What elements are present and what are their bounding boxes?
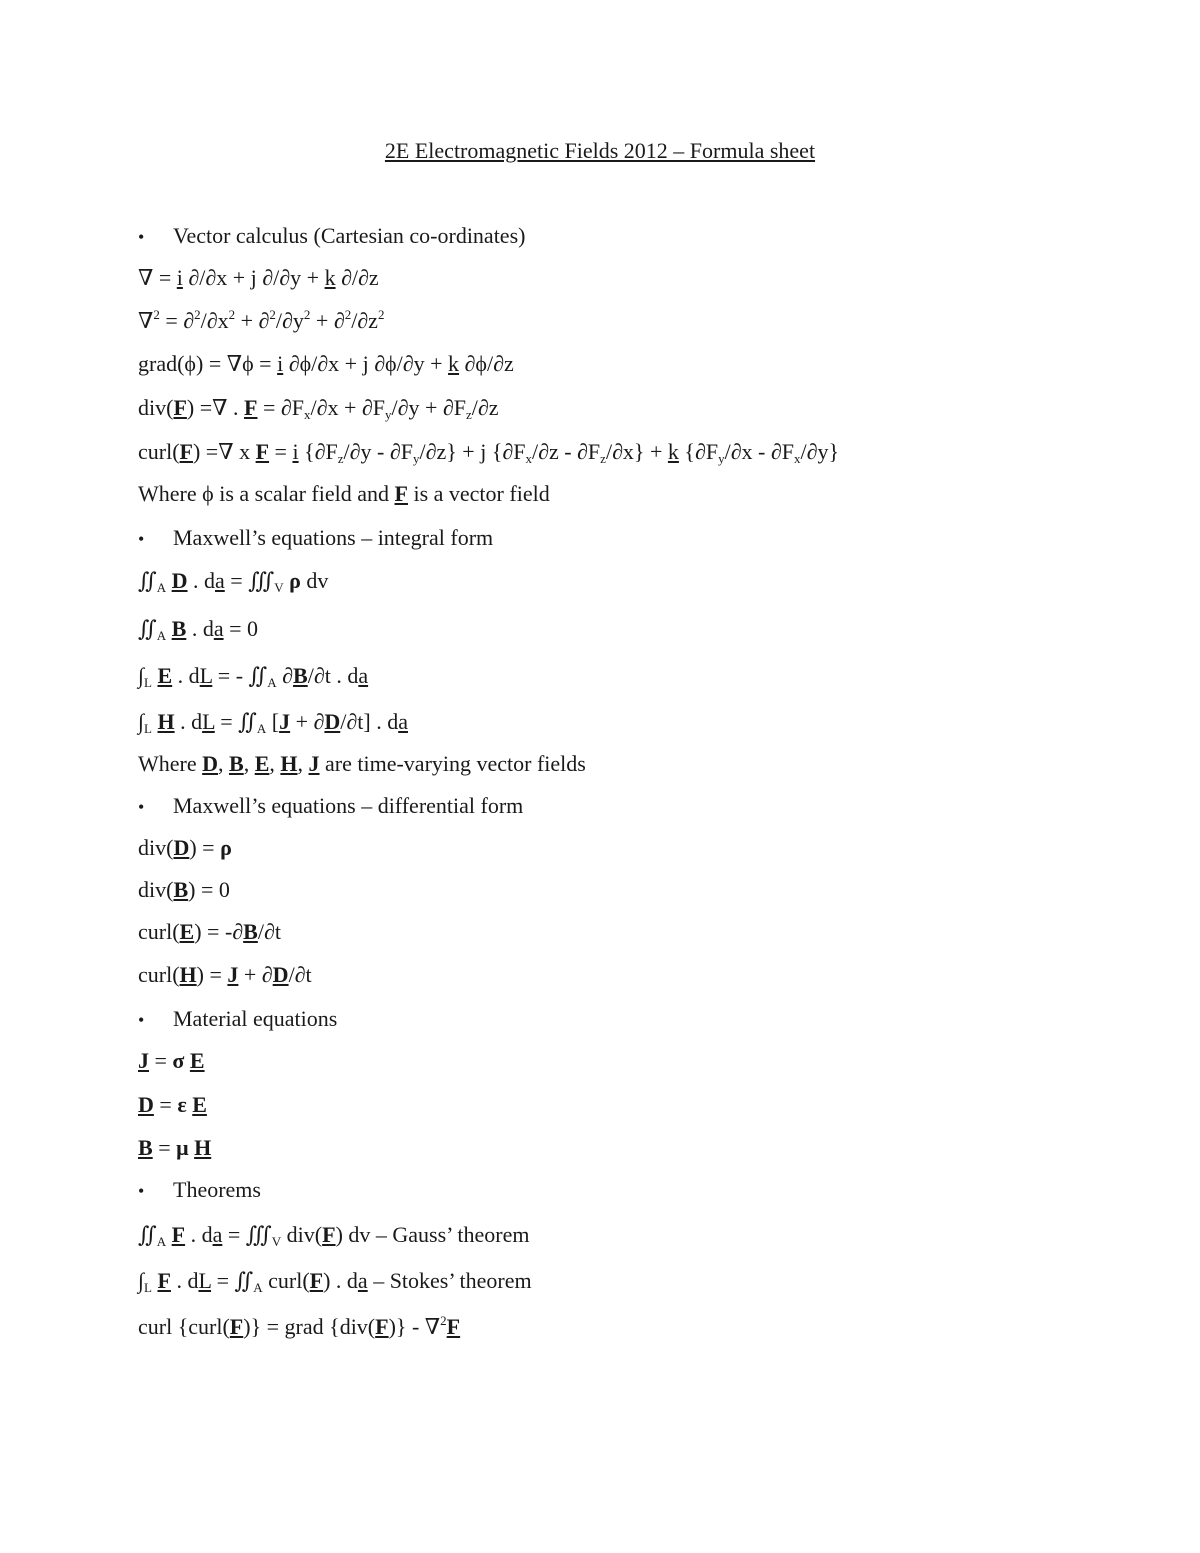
formula-permeability: B = μ H [138,1135,212,1160]
formula-gauss-law-integral: $∬_A$ D . da = $∭_V$ ρ dv [138,568,329,595]
section-vector-calculus [138,222,525,251]
section-heading: Material equations [173,1006,338,1031]
formula-ampere-integral: $\int_L$ H . dL = $∬_A$ [J + ∂D/∂t] . da [138,709,408,736]
formula-grad: grad(ϕ) = ∇ϕ = i ∂ϕ/∂x + j ∂ϕ/∂y + k ∂ϕ/∂z [138,351,514,376]
formula-permittivity: D = ε E [138,1092,207,1117]
formula-ohm: J = σ E [138,1048,205,1073]
section-theorems [138,1176,261,1205]
formula-div-d: div(D) = ρ [138,835,232,860]
section-heading: Vector calculus (Cartesian co-ordinates) [173,223,526,248]
bullet-icon: • [138,797,145,817]
section-material [138,1005,337,1034]
bullet-icon: • [138,227,145,247]
section-heading: Maxwell’s equations – integral form [173,525,494,550]
formula-stokes-theorem: $\int_L$ F . dL = $∬_A$ curl(F) . da – Stokes’ theorem [138,1268,532,1295]
note-time-varying: Where D, B, E, H, J are time-varying vector fields [138,751,586,776]
page-title: 2E Electromagnetic Fields 2012 – Formula sheet [384,138,816,163]
section-heading: Maxwell’s equations – differential form [173,793,524,818]
formula-laplacian: $\nabla^2 = \partial^2/\partial x^2 + \partial^2/\partial y^2 + \partial^2/\partial z^2$ [138,307,385,333]
formula-gauss-theorem: $∬_A$ F . da = $∭_V$ div(F) dv – Gauss’ theorem [138,1222,530,1249]
formula-div: div(F) =∇ . $F = \partial F_x/\partial x + \partial F_y/\partial y + \partial F_z/\partial z$ [138,395,499,422]
section-maxwell-integral [138,524,493,553]
formula-gauss-magnetism-integral: $∬_A$ B . da = 0 [138,616,258,643]
section-heading: Theorems [173,1177,261,1202]
formula-div-b: div(B) = 0 [138,877,230,902]
bullet-icon: • [138,529,145,549]
bullet-icon: • [138,1181,145,1201]
bullet-icon: • [138,1010,145,1030]
formula-curl-h: curl(H) = J + ∂D/∂t [138,962,312,987]
formula-faraday-integral: $\int_L$ E . dL = - $∬_A$ ∂B/∂t . da [138,663,369,690]
stokes-theorem-label: Stokes’ theorem [389,1268,532,1293]
gauss-theorem-label: Gauss’ theorem [392,1222,530,1247]
formula-curl-curl: curl {curl(F)} = grad {div(F)} - ∇$^2$F [138,1313,461,1339]
formula-curl-e: curl(E) = -∂B/∂t [138,919,281,944]
section-maxwell-differential [138,792,523,821]
formula-curl: curl(F) =∇ x F = i $\{\partial F_z/\partial y - \partial F_y/\partial z\} + j$ $\{\partial F_x/\partial z - \partial F_z/\partial x\} + k$ $\{\partial F_y/\partial x - \partial F_x/\partial y\}$ [138,439,840,466]
formula-nabla: ∇ = i ∂/∂x + j ∂/∂y + k ∂/∂z [138,265,379,290]
note-scalar-vector: Where ϕ is a scalar field and F is a vector field [138,481,550,506]
